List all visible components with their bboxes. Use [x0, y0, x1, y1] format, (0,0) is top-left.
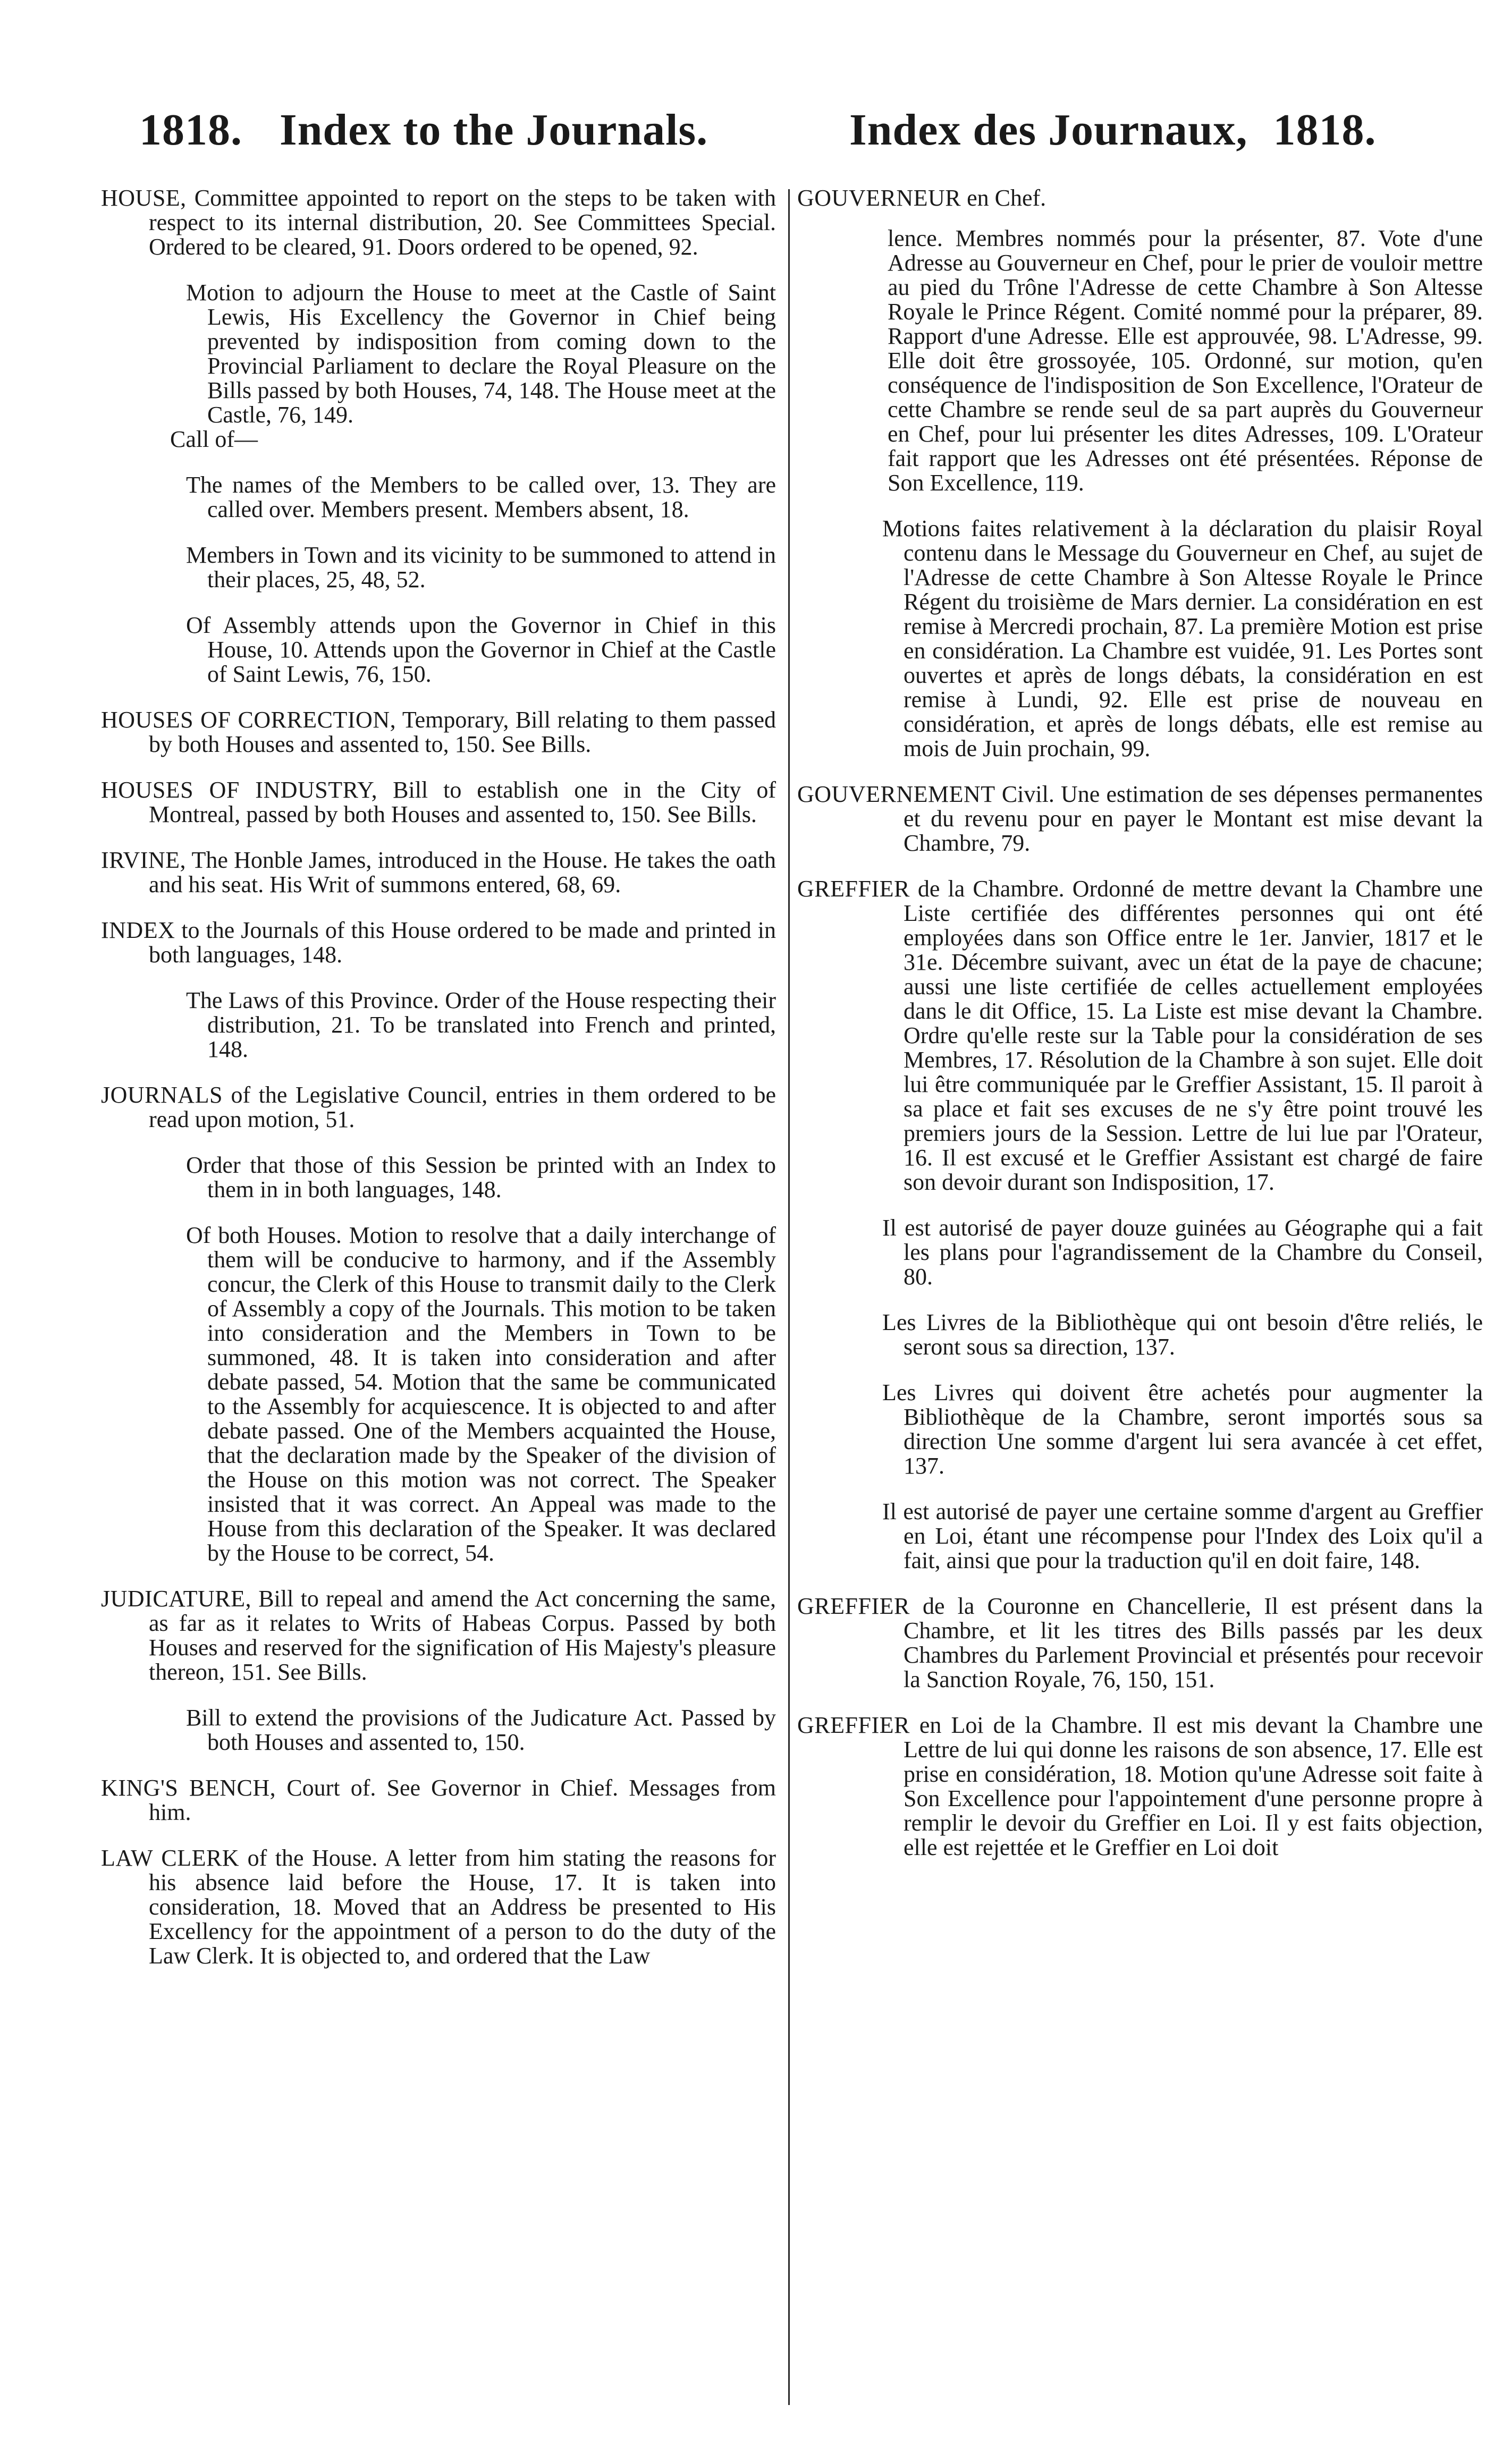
subentry-index-laws: The Laws of this Province. Order of the House respecting their distribution, 21. To be translated into French and printed, 148. — [186, 987, 776, 1062]
entry-greffier-chambre — [797, 877, 1483, 1195]
entry-greffier-couronne — [797, 1594, 1483, 1692]
entry-keyword: GOUVERNEMENT — [797, 781, 995, 807]
subentry-greffier-achetes: Les Livres qui doivent être achetés pour augmenter la Bibliothèque de la Chambre, seront importés sous sa direction Une somme d'argent lui sera avancée à cet effet, 137. — [882, 1379, 1483, 1479]
entry-keyword: HOUSE, — [101, 185, 187, 211]
entry-text: Court of. See Governor in Chief. Messages from him. — [149, 1775, 776, 1825]
subentry-greffier-livres: Les Livres de la Bibliothèque qui ont besoin d'être reliés, le seront sous sa direction, 137. — [882, 1309, 1483, 1360]
entry-text: en Chef. — [967, 185, 1046, 211]
entry-text: Temporary, Bill relating to them passed by both Houses and assented to, 150. See Bills. — [149, 707, 776, 757]
entry-keyword: GREFFIER — [797, 876, 910, 902]
subentry-gouverneur-motions: Motions faites relativement à la déclaration du plaisir Royal contenu dans le Message du Gouverneur en Chef, au sujet de l'Adresse de cette Chambre à Son Altesse Royale le Prince Régent du troisième de Mars dernier. La considération en est remise à Mercredi prochain, 87. La première Motion est prise en considération. La Chambre est vuidée, 91. Les Portes sont ouvertes et après de longs débats, la considération en est remise à Lundi, 92. Elle est prise de nouveau en considération, et après de longs débats, elle est remise au mois de Juin prochain, 99. — [882, 515, 1483, 761]
entry-keyword: JUDICATURE, — [101, 1586, 251, 1612]
column-divider — [788, 189, 790, 2405]
entry-gouverneur — [797, 186, 1483, 210]
entry-keyword: GOUVERNEUR — [797, 185, 961, 211]
header-right — [849, 104, 1471, 156]
subheading-call-of: Call of— — [170, 426, 258, 452]
entry-text: Bill to establish one in the City of Montreal, passed by both Houses and assented to, 150. See Bills. — [149, 777, 776, 827]
entry-text: of the Legislative Council, entries in them ordered to be read upon motion, 51. — [149, 1082, 776, 1132]
entry-keyword: INDEX — [101, 917, 175, 943]
entry-text: Committee appointed to report on the steps to be taken with respect to its internal distribution, 20. See Committees Special. Ordered to be cleared, 91. Doors ordered to be opened, 92. — [149, 185, 776, 260]
subentry-journals-both: Of both Houses. Motion to resolve that a daily interchange of them will be conducive to harmony, and if the Assembly concur, the Clerk of this House to transmit daily to the Clerk of Assembly a copy of the Journals. This motion to be taken into consideration and the Members in Town to be summoned, 48. It is taken into consideration and after debate passed, 54. Motion that the same be communicated to the Assembly for acquiescence. It is objected to and after debate passed. One of the Members acquainted the House, that the declaration made by the Speaker of the division of the House on this motion was not correct. The Speaker insisted that it was correct. An Appeal was made to the House from this declaration of the Speaker. It was declared by the House to be correct, 54. — [186, 1222, 776, 1566]
entry-text: de la Couronne en Chancellerie, Il est présent dans la Chambre, et lit les titres des Bills passés par les deux Chambres du Parlement Provincial et présentés pour recevoir la Sanction Royale, 76, 150, 151. — [904, 1593, 1483, 1692]
header-left-title: Index to the Journals. — [280, 105, 708, 155]
entry-text: Bill to repeal and amend the Act concerning the same, as far as it relates to Writs of Habeas Corpus. Passed by both Houses and reserved for the signification of His Majesty's pleasure thereon, 151. See Bills. — [149, 1586, 776, 1685]
entry-gouverneur-continued: lence. Membres nommés pour la présenter, 87. Vote d'une Adresse au Gouverneur en Chef, pour le prier de vouloir mettre au pied du Trône l'Adresse de cette Chambre à Son Altesse Royale le Prince Régent. Comité nommé pour la préparer, 89. Rapport d'une Adresse. Elle est approuvée, 98. L'Adresse, 99. Elle doit être grossoyée, 105. Ordonné, sur motion, qu'en conséquence de l'indisposition de Son Excellence, l'Orateur de cette Chambre se rende seul de sa part auprès du Gouverneur en Chef, pour lui présenter les dites Adresses, 109. L'Orateur fait rapport que les Adresses ont été présentées. Réponse de Son Excellence, 119. — [888, 225, 1483, 496]
english-index-column — [101, 186, 776, 1989]
entry-text: Civil. Une estimation de ses dépenses permanentes et du revenu pour en payer le Montant est mise devant la Chambre, 79. — [904, 781, 1483, 856]
entry-keyword: HOUSES OF INDUSTRY, — [101, 777, 378, 803]
entry-journals — [101, 1083, 776, 1132]
entry-kings-bench — [101, 1776, 776, 1825]
entry-judicature — [101, 1587, 776, 1684]
entry-keyword: IRVINE, — [101, 847, 187, 873]
entry-gouvernement — [797, 782, 1483, 856]
french-index-column — [797, 186, 1483, 1881]
subentry-house-motion: Motion to adjourn the House to meet at the Castle of Saint Lewis, His Excellency the Governor in Chief being prevented by indisposition from coming down to the Provincial Parliament to declare the Royal Pleasure on the Bills passed by both Houses, 74, 148. The House meet at the Castle, 76, 149. — [186, 280, 776, 428]
entry-text: de la Chambre. Ordonné de mettre devant la Chambre une Liste certifiée des différentes personnes qui ont été employées dans son Office entre le 1er. Janvier, 1817 et le 31e. Décembre suivant, avec un état de la paye de chacune; aussi une liste certifiée de celles actuellement employées dans le dit Office, 15. La Liste est mise devant la Chambre. Ordre qu'elle reste sur la Table pour la considération de ses Membres, 17. Résolution de la Chambre à son sujet. Elle doit lui être communiquée par le Greffier Assistant, 15. Il paroit à sa place et fait ses excuses de ne s'y être point trouvé les premiers jours de la Session. Lettre de lui lue par l'Orateur, 16. Il est excusé et le Greffier Assistant est chargé de faire son devoir durant son Indisposition, 17. — [904, 876, 1483, 1195]
entry-law-clerk — [101, 1846, 776, 1968]
entry-greffier-en-loi — [797, 1713, 1483, 1860]
entry-text: to the Journals of this House ordered to be made and printed in both languages, 148. — [149, 917, 776, 968]
entry-keyword: GREFFIER — [797, 1593, 910, 1619]
entry-houses-industry — [101, 778, 776, 827]
header-right-title: Index des Journaux, — [849, 105, 1248, 155]
subentry-greffier-geographe: Il est autorisé de payer douze guinées au Géographe qui a fait les plans pour l'agrandissement de la Chambre du Conseil, 80. — [882, 1215, 1483, 1290]
entry-text: The Honble James, introduced in the House. He takes the oath and his seat. His Writ of summons entered, 68, 69. — [149, 847, 776, 897]
subentry-of-assembly: Of Assembly attends upon the Governor in Chief in this House, 10. Attends upon the Governor in Chief at the Castle of Saint Lewis, 76, 150. — [186, 612, 776, 687]
entry-keyword: GREFFIER — [797, 1712, 910, 1738]
entry-keyword: LAW CLERK — [101, 1845, 240, 1871]
header-left-year: 1818. — [139, 105, 242, 155]
subentry-call-names: The names of the Members to be called over, 13. They are called over. Members present. Members absent, 18. — [186, 472, 776, 522]
entry-keyword: HOUSES OF CORRECTION, — [101, 707, 396, 733]
subentry-members-town: Members in Town and its vicinity to be summoned to attend in their places, 25, 48, 52. — [186, 542, 776, 592]
entry-index — [101, 918, 776, 967]
header-right-year: 1818. — [1273, 105, 1377, 155]
entry-house — [101, 186, 776, 259]
entry-irvine — [101, 848, 776, 897]
entry-text: en Loi de la Chambre. Il est mis devant la Chambre une Lettre de lui qui donne les raisons de son absence, 17. Elle est prise en considération, 18. Motion qu'une Adresse soit faite à Son Excellence pour l'appointement d'une personne propre à remplir le devoir du Greffier en Loi. Il y est faits objection, elle est rejettée et le Greffier en Loi doit — [904, 1712, 1483, 1860]
entry-houses-correction — [101, 708, 776, 757]
entry-keyword: KING'S BENCH, — [101, 1775, 276, 1801]
subentry-greffier-index: Il est autorisé de payer une certaine somme d'argent au Greffier en Loi, étant une récompense pour l'Index des Loix qu'il a fait, ainsi que pour la traduction qu'il en doit faire, 148. — [882, 1498, 1483, 1573]
subentry-journals-order: Order that those of this Session be printed with an Index to them in in both languages, 148. — [186, 1152, 776, 1203]
header-left — [139, 104, 766, 156]
entry-text: of the House. A letter from him stating the reasons for his absence laid before the House, 17. It is taken into consideration, 18. Moved that an Address be presented to His Excellency for the appointment of a person to do the duty of the Law Clerk. It is objected to, and ordered that the Law — [149, 1845, 776, 1969]
subentry-judicature-extend: Bill to extend the provisions of the Judicature Act. Passed by both Houses and assented to, 150. — [186, 1705, 776, 1755]
entry-keyword: JOURNALS — [101, 1082, 223, 1108]
